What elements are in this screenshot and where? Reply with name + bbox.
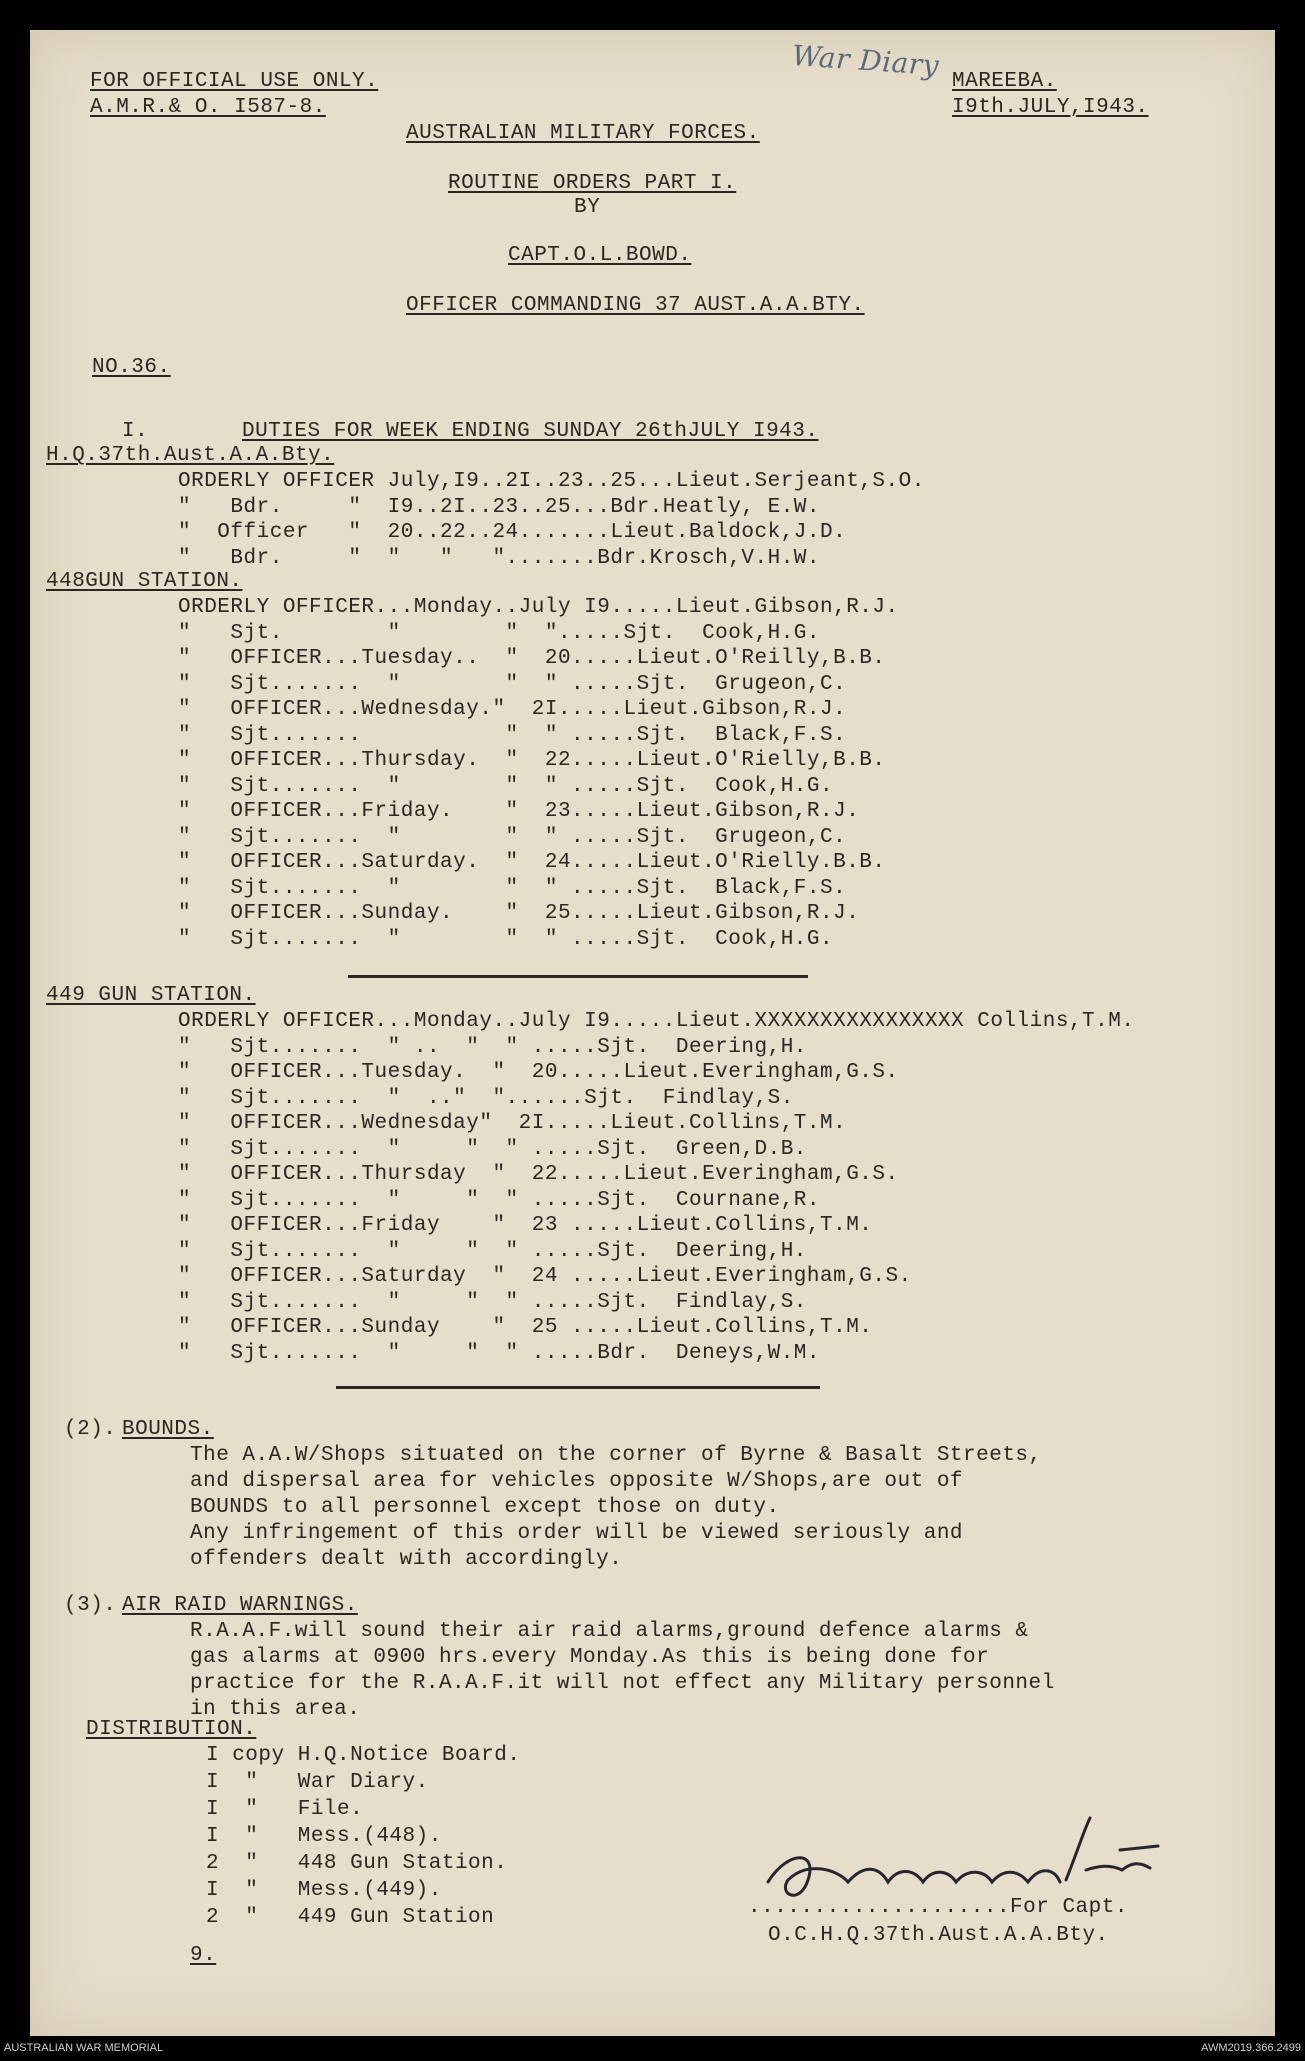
distribution-row: 2 " 448 Gun Station. [206,1852,508,1875]
duty-row: " OFFICER...Saturday " 24 .....Lieut.Everingham,G.S. [178,1265,912,1288]
duty-row: " Sjt. " " ".....Sjt. Cook,H.G. [178,621,821,645]
duty-row: " OFFICER...Friday. " 23.....Lieut.Gibson,R.J. [178,800,860,823]
section1-number: I. [122,420,149,443]
paragraph-line: Any infringement of this order will be viewed seriously and [190,1522,964,1545]
paragraph-line: and dispersal area for vehicles opposite W/Shops,are out of [190,1470,964,1493]
section2-title: BOUNDS. [122,1418,214,1441]
distribution-row: I " File. [206,1798,364,1821]
divider [348,975,808,978]
location: MAREEBA. [952,70,1057,93]
paragraph-line: BOUNDS to all personnel except those on duty. [190,1496,780,1519]
paragraph-line: gas alarms at 0900 hrs.every Monday.As this is being done for [190,1646,990,1669]
duty-row: ORDERLY OFFICER July,I9..2I..23..25...Lieut.Serjeant,S.O. [178,470,925,493]
gun-station-448-heading: 448GUN STATION. [46,570,243,593]
divider [336,1386,820,1389]
duty-row: " OFFICER...Thursday. " 22.....Lieut.O'Rielly,B.B. [178,749,886,772]
paragraph-line: in this area. [190,1698,361,1721]
duty-row: " OFFICER...Wednesday." 2I.....Lieut.Gibson,R.J. [178,698,847,721]
distribution-row: 2 " 449 Gun Station [206,1906,495,1929]
distribution-row: I " War Diary. [206,1771,429,1794]
duty-row: ORDERLY OFFICER...Monday..July I9.....Lieut.Gibson,R.J. [178,596,899,619]
routine-orders [30,30,1275,2036]
duty-row: " OFFICER...Tuesday. " 20.....Lieut.Everingham,G.S. [178,1061,899,1084]
duty-row: " OFFICER...Thursday " 22.....Lieut.Everingham,G.S. [178,1163,899,1186]
orders-title: ROUTINE ORDERS PART I. [448,172,737,195]
footer-credit: AUSTRALIAN WAR MEMORIAL [4,2042,164,2054]
section2-number: (2). [64,1418,117,1441]
duty-row: " OFFICER...Sunday. " 25.....Lieut.Gibson,R.J. [178,902,860,925]
signature-designation: O.C.H.Q.37th.Aust.A.A.Bty. [768,1924,1109,1947]
paragraph-line: R.A.A.F.will sound their air raid alarms,ground defence alarms & [190,1620,1029,1643]
duty-row: " Sjt....... " " " .....Sjt. Deering,H. [178,1239,807,1263]
forces-title: AUSTRALIAN MILITARY FORCES. [406,122,760,145]
distribution-title: DISTRIBUTION. [86,1718,257,1741]
duty-row: " Officer " 20..22..24.......Lieut.Baldock,J.D. [178,521,847,544]
duty-row: " Bdr. " " " ".......Bdr.Krosch,V.H.W. [178,546,821,570]
duty-row: " Sjt....... " " " .....Sjt. Cook,H.G. [178,927,834,951]
distribution-total: 9. [190,1944,217,1967]
officer-commanding: OFFICER COMMANDING 37 AUST.A.A.BTY. [406,294,865,317]
duty-row: " Sjt....... " " " .....Sjt. Green,D.B. [178,1137,807,1161]
captain-name: CAPT.O.L.BOWD. [508,244,692,267]
distribution-row: I " Mess.(448). [206,1825,442,1848]
form-reference: A.M.R.& O. I587-8. [90,96,326,119]
by-label: BY [574,196,601,219]
section3-number: (3). [64,1594,117,1617]
duty-row: " Sjt....... " .." "......Sjt. Findlay,S. [178,1086,794,1110]
duty-row: " Sjt....... " " " .....Sjt. Cook,H.G. [178,774,834,798]
duty-row: " Sjt....... " " " .....Sjt. Cournane,R. [178,1188,821,1212]
paragraph-line: The A.A.W/Shops situated on the corner of Byrne & Basalt Streets, [190,1444,1042,1467]
duty-row: " Sjt....... " " " .....Sjt. Grugeon,C. [178,672,847,696]
duty-row: " Sjt....... " " " .....Bdr. Deneys,W.M. [178,1341,821,1365]
duty-row: " Sjt....... " " " .....Sjt. Grugeon,C. [178,825,847,849]
document-page [30,30,1275,2036]
duty-row: " OFFICER...Wednesday" 2I.....Lieut.Collins,T.M. [178,1112,847,1135]
duty-row: " OFFICER...Sunday " 25 .....Lieut.Collins,T.M. [178,1316,873,1339]
duty-row: " Sjt....... " " .....Sjt. Black,F.S. [178,723,847,747]
official-use-label: FOR OFFICIAL USE ONLY. [90,70,379,93]
hq-heading: H.Q.37th.Aust.A.A.Bty. [46,444,335,467]
duty-row: " OFFICER...Saturday. " 24.....Lieut.O'Rielly.B.B. [178,851,886,874]
paragraph-line: offenders dealt with accordingly. [190,1548,623,1571]
distribution-row: I " Mess.(449). [206,1879,442,1902]
duty-row: " OFFICER...Friday " 23 .....Lieut.Collins,T.M. [178,1214,873,1237]
distribution-row: I copy H.Q.Notice Board. [206,1744,521,1767]
duty-row: " Sjt....... " " " .....Sjt. Findlay,S. [178,1290,807,1314]
section3-title: AIR RAID WARNINGS. [122,1594,358,1617]
signature-dotted-line: ....................For Capt. [748,1896,1128,1919]
order-number: NO.36. [92,356,171,379]
paragraph-line: practice for the R.A.A.F.it will not effect any Military personnel [190,1672,1055,1695]
duty-row: " Sjt....... " .. " " .....Sjt. Deering,H. [178,1035,807,1059]
duty-row: " Bdr. " I9..2I..23..25...Bdr.Heatly, E.W. [178,495,821,519]
duty-row: " Sjt....... " " " .....Sjt. Black,F.S. [178,876,847,900]
date: I9th.JULY,I943. [952,96,1149,119]
footer-reference: AWM2019.366.2499 [1201,2042,1301,2054]
handwritten-war-diary-note: War Diary [791,38,941,83]
section1-title: DUTIES FOR WEEK ENDING SUNDAY 26thJULY I943. [242,420,819,443]
gun-station-449-heading: 449 GUN STATION. [46,984,256,1007]
duty-row: " OFFICER...Tuesday.. " 20.....Lieut.O'Reilly,B.B. [178,647,886,670]
duty-row: ORDERLY OFFICER...Monday..July I9.....Lieut.XXXXXXXXXXXXXXXX Collins,T.M. [178,1010,1135,1033]
